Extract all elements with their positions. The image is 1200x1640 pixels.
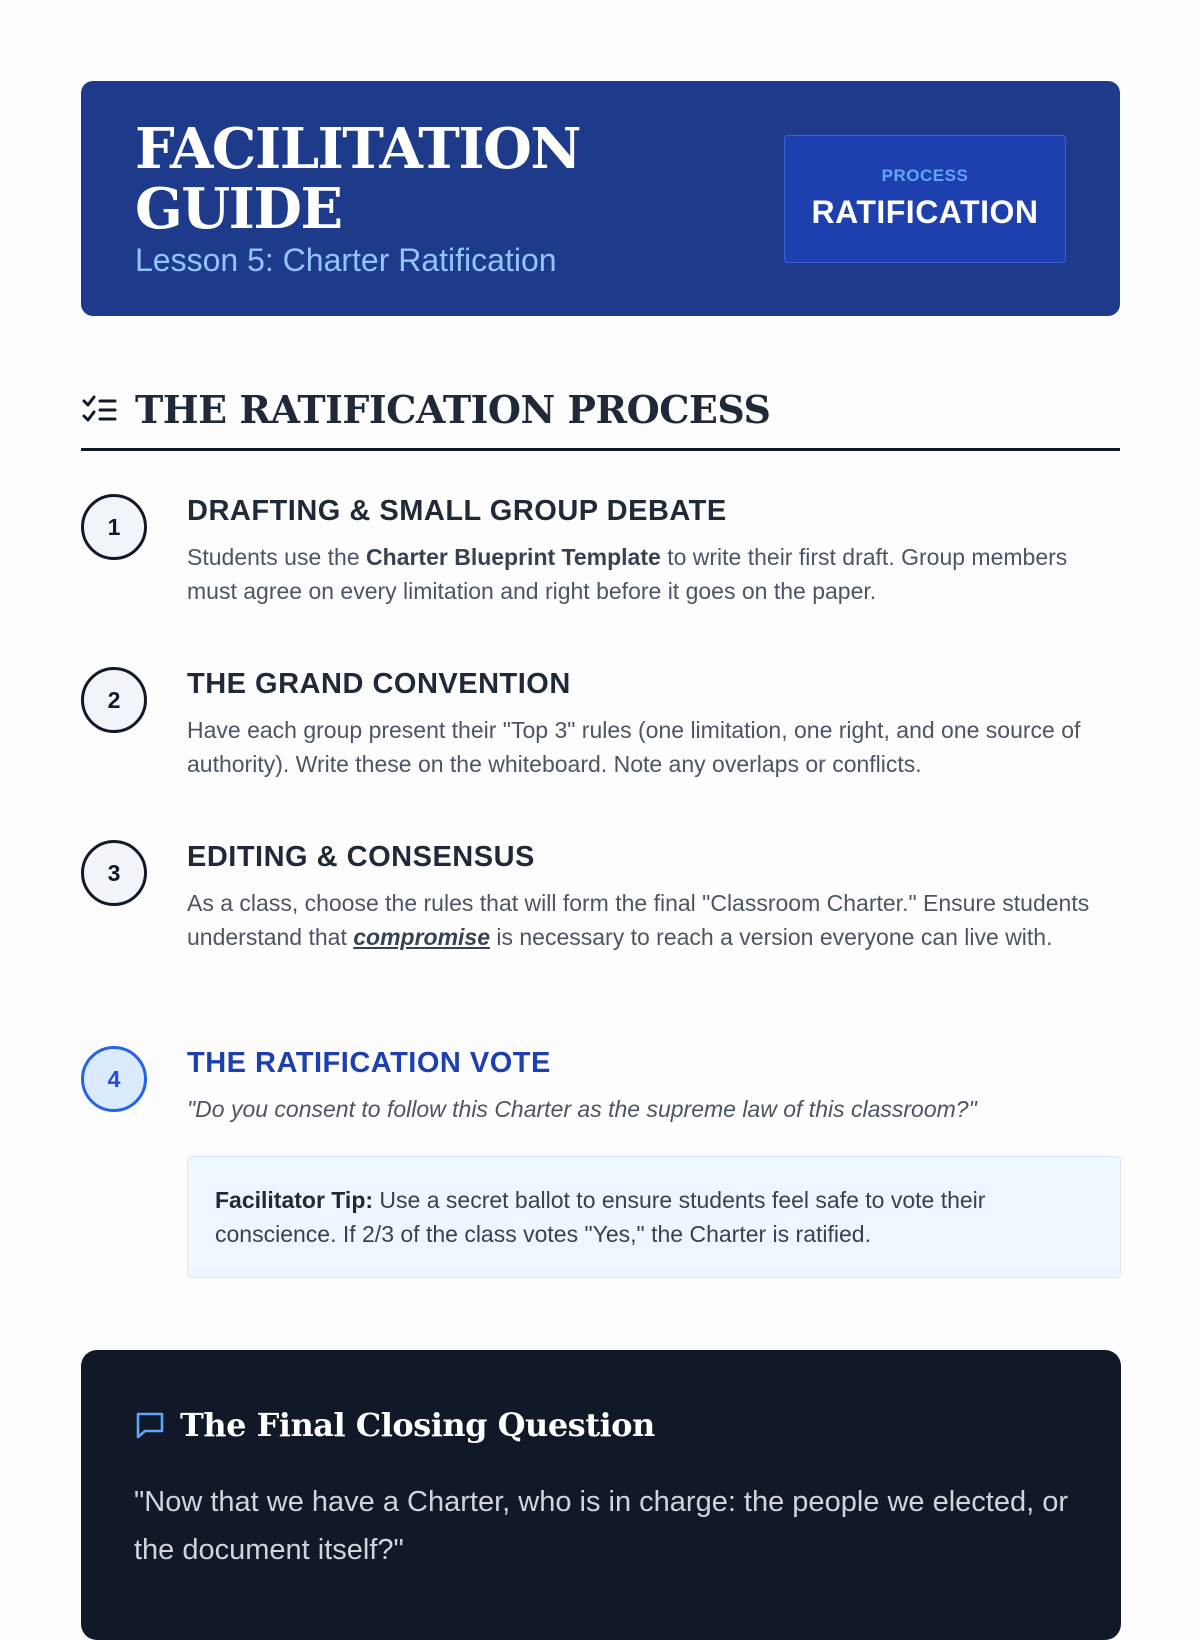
- step-3: [81, 840, 1121, 954]
- vote-question: "Do you consent to follow this Charter as the supreme law of this classroom?": [187, 1096, 977, 1122]
- header-banner: [81, 81, 1120, 316]
- step-body: [187, 840, 1121, 954]
- step-text-part: As a class, choose the rules that will form the final "Classroom Charter." Ensure students understand that: [187, 890, 1090, 950]
- step-title: THE RATIFICATION VOTE: [187, 1047, 551, 1079]
- step-text-part: to write their first draft. Group members must agree on every limitation and right before it goes on the paper.: [187, 544, 1068, 604]
- step-body: [187, 1046, 1121, 1278]
- step-2: [81, 667, 1121, 781]
- step-description: [187, 540, 1121, 608]
- header-text: [135, 115, 784, 279]
- step-number: 3: [81, 840, 147, 906]
- process-badge: [784, 135, 1066, 263]
- chat-bubble-icon: [134, 1409, 166, 1441]
- badge-value: RATIFICATION: [811, 194, 1039, 230]
- step-1: [81, 494, 1121, 608]
- step-text-part: is necessary to reach a version everyone can live with.: [490, 924, 1053, 950]
- step-number: 2: [81, 667, 147, 733]
- checklist-icon: [81, 394, 117, 426]
- closing-question: "Now that we have a Charter, who is in charge: the people we elected, or the document itself?": [134, 1486, 1068, 1566]
- step-title: EDITING & CONSENSUS: [187, 841, 535, 873]
- page-title: FACILITATION GUIDE: [135, 115, 581, 242]
- emphasized-term: compromise: [353, 924, 490, 950]
- tip-label: Facilitator Tip:: [215, 1187, 374, 1213]
- step-body: [187, 667, 1121, 781]
- facilitator-tip: [187, 1156, 1121, 1278]
- step-description: [187, 886, 1121, 954]
- step-title: DRAFTING & SMALL GROUP DEBATE: [187, 495, 727, 527]
- section-heading: [81, 387, 1120, 451]
- step-title: THE GRAND CONVENTION: [187, 668, 571, 700]
- step-number: 1: [81, 494, 147, 560]
- closing-question-card: [81, 1350, 1121, 1640]
- closing-heading: [134, 1406, 1068, 1444]
- step-body: [187, 494, 1121, 608]
- step-4: [81, 1046, 1121, 1278]
- step-description: Have each group present their "Top 3" rules (one limitation, one right, and one source of authority). Write these on the whiteboard. Note any overlaps or conflicts.: [187, 717, 1081, 777]
- step-number: 4: [81, 1046, 147, 1112]
- badge-label: PROCESS: [881, 166, 969, 185]
- closing-title: The Final Closing Question: [180, 1406, 655, 1444]
- section-title: THE RATIFICATION PROCESS: [135, 387, 771, 432]
- tip-text: Use a secret ballot to ensure students feel safe to vote their conscience. If 2/3 of the class votes "Yes," the Charter is ratified.: [215, 1187, 986, 1247]
- step-text-part: Students use the: [187, 544, 367, 570]
- template-name: Charter Blueprint Template: [366, 544, 661, 570]
- page-subtitle: Lesson 5: Charter Ratification: [135, 241, 557, 278]
